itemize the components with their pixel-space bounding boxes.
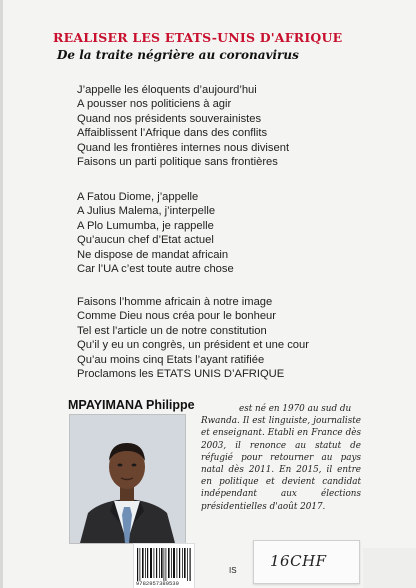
book-subtitle: De la traite négrière au coronavirus [57,48,299,62]
poem-line: Qu’aucun chef d’Etat actuel [77,234,214,247]
poem-line: A pousser nos politiciens à agir [77,98,232,111]
price-sticker [253,540,360,584]
poem-stanza-3 [77,295,397,381]
poem-line: A Julius Malema, j’interpelle [77,205,216,218]
poem-line: Qu’il y eu un congrès, un président et une cour [77,339,309,352]
isbn-label: IS [229,566,237,575]
bio-first-line: est né en 1970 au sud du [239,404,352,414]
poem-line: Quand les frontières internes nous divisent [77,141,290,154]
isbn-barcode [133,543,195,588]
author-biography [201,403,361,513]
author-portrait-image [70,415,185,543]
author-photo [69,414,186,544]
book-title: REALISER LES ETATS-UNIS D'AFRIQUE [53,30,343,45]
poem-line: Qu’au moins cinq Etats l’ayant ratifiée [77,353,265,366]
cover-edge-strip [363,548,416,588]
poem-line: Tel est l’article un de notre constitution [77,324,267,337]
poem-line: Quand nos présidents souverainistes [77,112,262,125]
author-name: MPAYIMANA Philippe [68,398,195,412]
poem-line: Comme Dieu nous créa pour le bonheur [77,310,276,323]
price-handwriting: 16CHF [270,552,327,570]
poem-stanza-2 [77,190,397,276]
poem-line: Ne dispose de mandat africain [77,248,229,261]
poem-line: Affaiblissent l’Afrique dans des conflits [77,127,268,140]
poem-line: Car l’UA c’est toute autre chose [77,263,234,276]
bio-text: Rwanda. Il est linguiste, journaliste et enseignant. Etabli en France dès 2003, il renonce au statut de réfugié pour retourner au pays natal dès 2011. En 2015, il entre en politique et devient candidat indépendant aux élections présidentielles d'août 2017. [201,416,361,512]
barcode-number: 9782957389530 [136,580,179,587]
poem-line: Proclamons les ETATS UNIS D’AFRIQUE [77,368,285,381]
poem-stanza-1 [77,83,397,169]
poem-line: J’appelle les éloquents d’aujourd’hui [77,84,257,96]
poem-line: A Plo Lumumba, je rappelle [77,219,214,232]
poem-line: Faisons un parti politique sans frontières [77,156,278,169]
poem-line: A Fatou Diome, j’appelle [77,191,199,203]
poem-line: Faisons l’homme africain à notre image [77,296,273,308]
